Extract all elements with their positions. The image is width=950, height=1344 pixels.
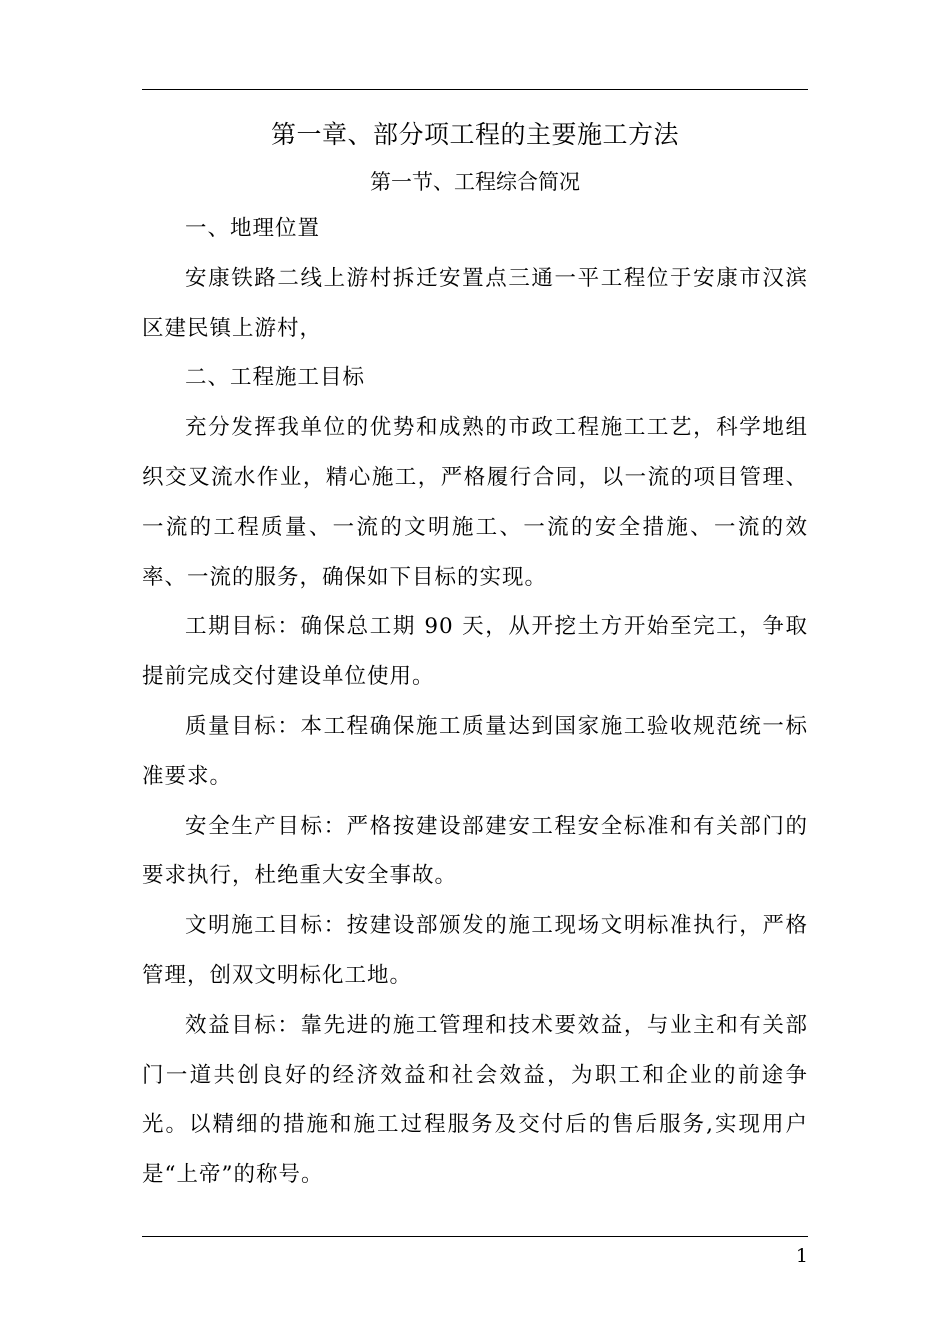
paragraph-goals-intro: 充分发挥我单位的优势和成熟的市政工程施工工艺，科学地组织交叉流水作业，精心施工，严格履行合同，以一流的项目管理、一流的工程质量、一流的文明施工、一流的安全措施、一流的效率、一流的服务，确保如下目标的实现。 — [142, 415, 808, 590]
heading-construction-goals: 二、工程施工目标 — [185, 365, 366, 391]
page-number: 1 — [795, 1245, 808, 1267]
footer-rule — [142, 1236, 808, 1237]
page-body — [142, 110, 808, 1200]
heading-geographic-location: 一、地理位置 — [185, 216, 321, 241]
paragraph-quality-goal: 质量目标：本工程确保施工质量达到国家施工验收规范统一标准要求。 — [142, 713, 808, 789]
paragraph-benefit-goal: 效益目标：靠先进的施工管理和技术要效益，与业主和有关部门一道共创良好的经济效益和社会效益，为职工和企业的前途争光。以精细的措施和施工过程服务及交付后的售后服务,实现用户是“上帝”的称号。 — [142, 1012, 808, 1188]
chapter-title: 第一章、部分项工程的主要施工方法 — [270, 120, 679, 149]
section-title: 第一节、工程综合简况 — [370, 170, 580, 194]
paragraph-location: 安康铁路二线上游村拆迁安置点三通一平工程位于安康市汉滨区建民镇上游村， — [142, 265, 808, 341]
paragraph-safety-goal: 安全生产目标：严格按建设部建安工程安全标准和有关部门的要求执行，杜绝重大安全事故。 — [142, 813, 808, 889]
paragraph-schedule-goal: 工期目标：确保总工期 90 天，从开挖土方开始至完工，争取提前完成交付建设单位使用。 — [142, 614, 808, 690]
paragraph-civilized-construction-goal: 文明施工目标：按建设部颁发的施工现场文明标准执行，严格管理，创双文明标化工地。 — [142, 913, 808, 988]
header-rule — [142, 89, 808, 90]
